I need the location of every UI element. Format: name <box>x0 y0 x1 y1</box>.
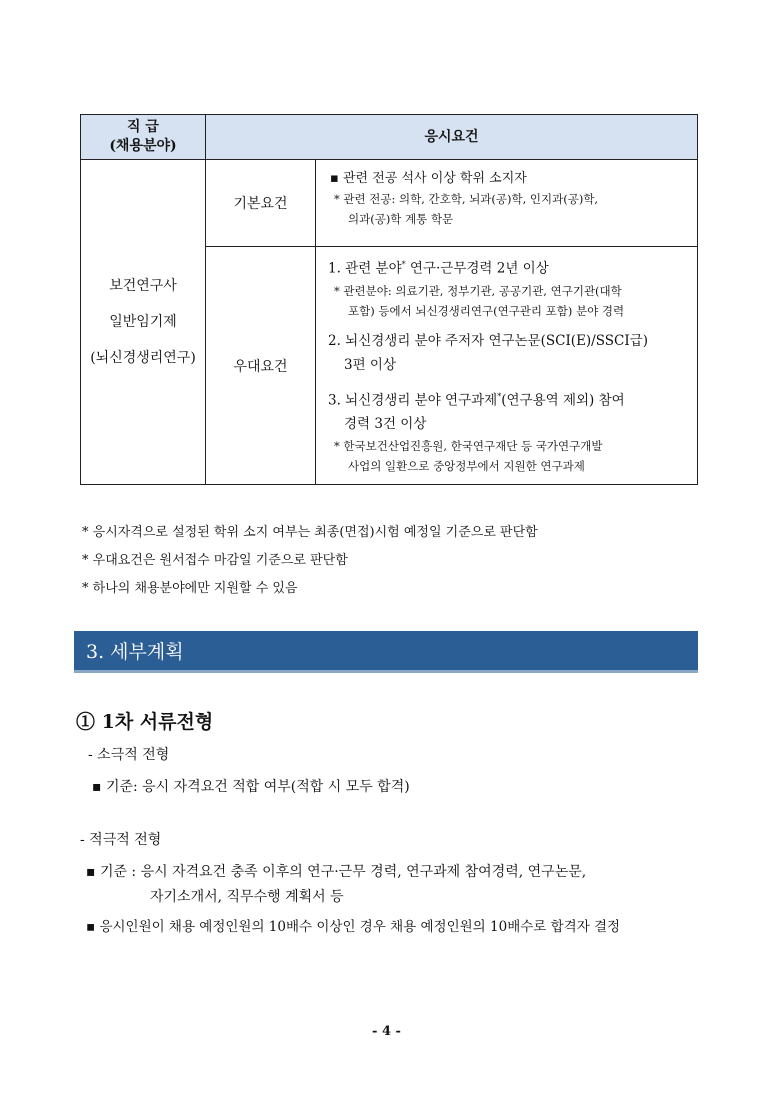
preferred-item2-line2: 3편 이상 <box>344 356 397 373</box>
item1-rest: 연구·근무경력 2년 이상 <box>405 260 549 277</box>
item1-text: 1. 관련 분야 <box>328 260 402 277</box>
section-header: 3. 세부계획 <box>74 631 698 673</box>
preferred-label: 우대요건 <box>206 247 316 485</box>
page-number: - 4 - <box>372 1024 401 1039</box>
footnote: * 응시자격으로 설정된 학위 소지 여부는 최종(면접)시험 예정일 기준으로 판단함 <box>82 525 538 540</box>
requirements-table <box>80 114 698 485</box>
footnotes <box>82 524 538 608</box>
item3-text-b: (연구용역 제외) 참여 <box>501 392 625 408</box>
item3-sup: * <box>497 391 502 401</box>
footnote: * 하나의 채용분야에만 지원할 수 있음 <box>82 581 298 596</box>
item1-note-line1: * 관련분야: 의료기관, 정부기관, 공공기관, 연구기관(대학 <box>334 283 622 298</box>
basic-main: ▪ 관련 전공 석사 이상 학위 소지자 <box>330 171 527 186</box>
basic-label: 기본요건 <box>206 160 316 247</box>
basic-note-line1: * 관련 전공: 의학, 간호학, 뇌과(공)학, 인지과(공)학, <box>334 192 599 206</box>
preferred-item2-line1: 2. 뇌신경생리 분야 주저자 연구논문(SCI(E)/SSCI급) <box>328 332 648 349</box>
category-line: 일반임기제 <box>109 314 177 330</box>
basic-content <box>316 160 698 247</box>
header-position <box>81 115 206 160</box>
active-criteria-line1: ▪ 기준 : 응시 자격요건 충족 이후의 연구·근무 경력, 연구과제 참여경력, 연구논문, <box>86 864 587 880</box>
active-criteria-line2: 자기소개서, 직무수행 계획서 등 <box>150 889 344 905</box>
table-row-basic <box>81 160 698 247</box>
item1-note-line2: 포함) 등에서 뇌신경생리연구(연구관리 포함) 분야 경력 <box>348 303 625 318</box>
item1-sup: * <box>401 260 406 269</box>
active-rule: ▪ 응시인원이 채용 예정인원의 10배수 이상인 경우 채용 예정인원의 10배수로 합격자 결정 <box>86 919 621 935</box>
item3-text-a: 3. 뇌신경생리 분야 연구과제 <box>328 392 498 408</box>
passive-title: - 소극적 전형 <box>88 747 170 763</box>
category-cell <box>81 160 206 485</box>
preferred-item3-line2: 경력 3건 이상 <box>344 416 427 432</box>
active-title: - 적극적 전형 <box>80 832 162 848</box>
preferred-item3 <box>324 385 689 413</box>
category-line: 보건연구사 <box>109 278 177 294</box>
footnote: * 우대요건은 원서접수 마감일 기준으로 판단함 <box>82 553 348 568</box>
basic-note-line2: 의과(공)학 계통 학문 <box>348 212 454 226</box>
category-line: (뇌신경생리연구) <box>90 350 196 366</box>
header-position-line2: (채용분야) <box>109 138 177 154</box>
item3-note-line1: * 한국보건산업진흥원, 한국연구재단 등 국가연구개발 <box>334 439 603 453</box>
item3-note-line2: 사업의 일환으로 중앙정부에서 지원한 연구과제 <box>348 459 585 473</box>
preferred-content <box>316 247 698 485</box>
table-header-row <box>81 115 698 160</box>
passive-criteria: ▪ 기준: 응시 자격요건 적합 여부(적합 시 모두 합격) <box>92 779 410 795</box>
header-position-line1: 직 급 <box>127 119 159 135</box>
header-requirements: 응시요건 <box>206 115 698 160</box>
preferred-item1 <box>324 253 689 281</box>
step1-title: ① 1차 서류전형 <box>76 711 214 733</box>
